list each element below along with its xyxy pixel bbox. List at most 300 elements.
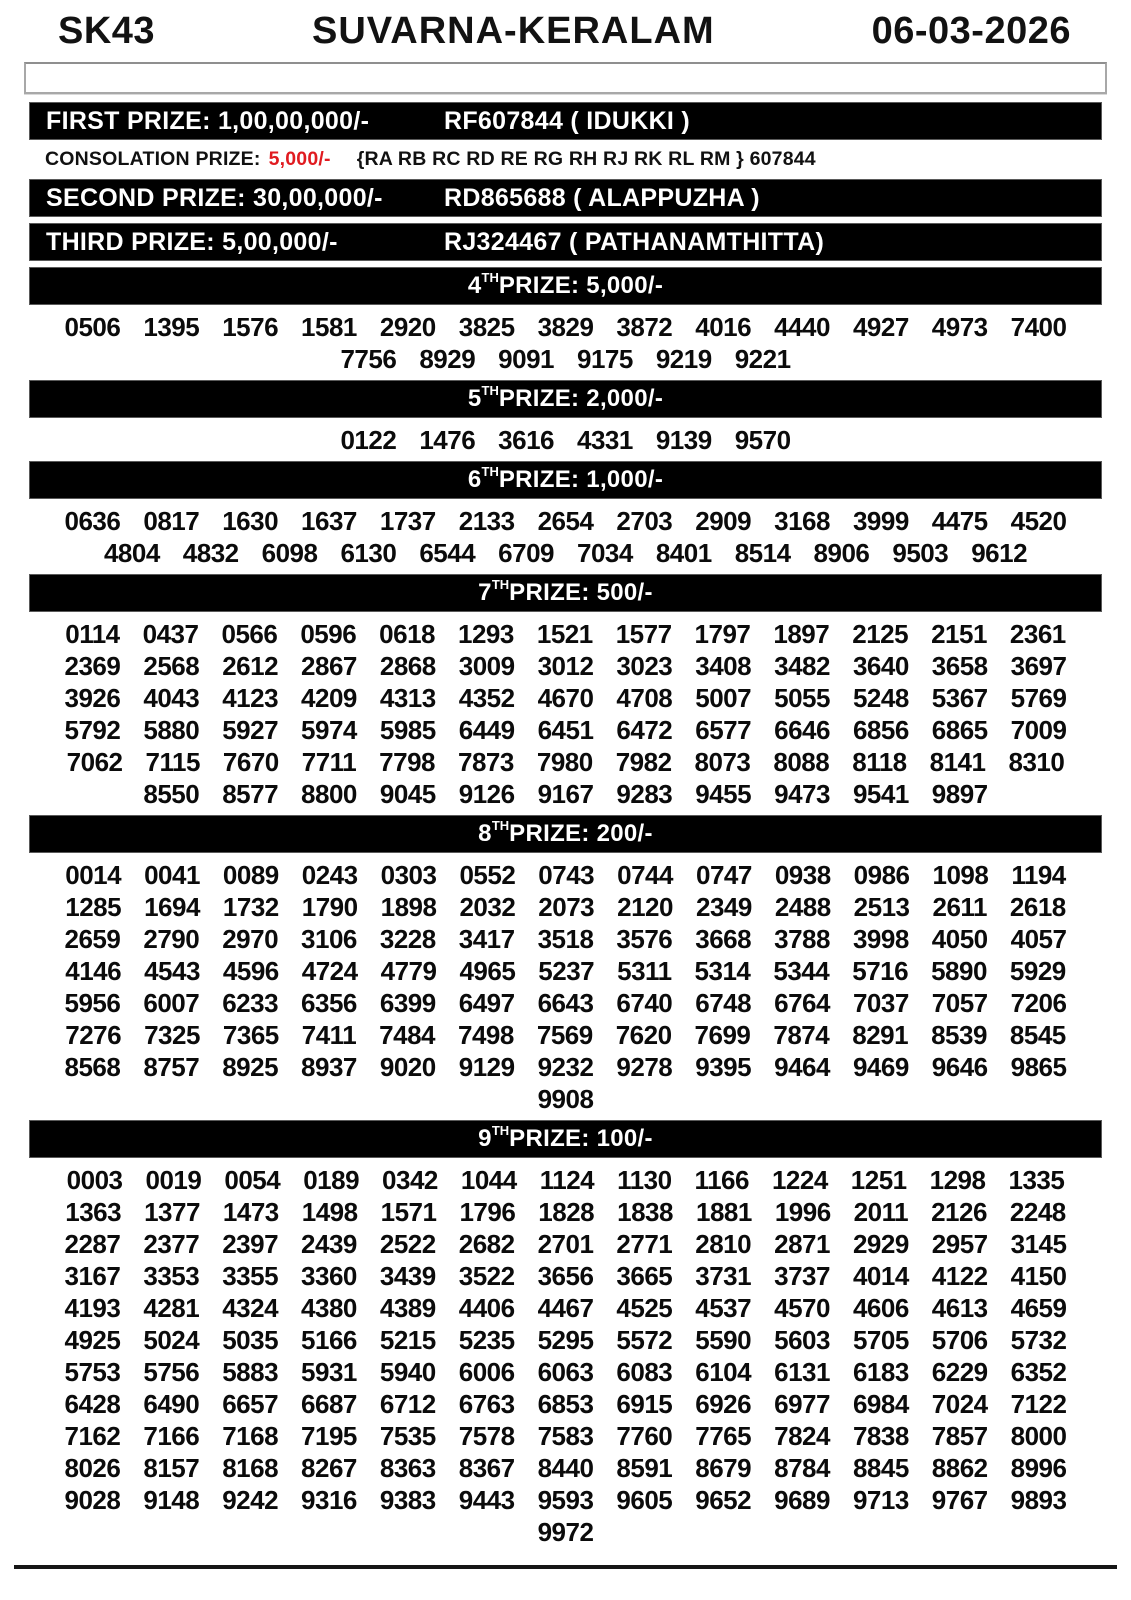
prize-number: 0743 [538, 860, 595, 890]
7th-prize-ordinal: 7 [478, 579, 492, 606]
prize-number: 7535 [379, 1421, 436, 1451]
prize-number: 4804 [103, 538, 160, 568]
prize-number: 5572 [616, 1325, 673, 1355]
prize-number: 2073 [538, 892, 595, 922]
prize-number: 7034 [577, 538, 633, 568]
prize-number: 8800 [301, 779, 357, 809]
prize-number: 4352 [458, 683, 515, 713]
prize-number: 6853 [537, 1389, 594, 1419]
prize-number: 7578 [458, 1421, 515, 1451]
prize-number: 7857 [931, 1421, 988, 1451]
prize-number: 7583 [537, 1421, 594, 1451]
prize-number: 4724 [301, 956, 358, 986]
prize-number: 8363 [379, 1453, 436, 1483]
prize-number: 2618 [1009, 892, 1066, 922]
prize-number: 7699 [694, 1020, 751, 1050]
prize-number: 6428 [64, 1389, 121, 1419]
prize-number: 5956 [64, 988, 121, 1018]
prize-number: 9221 [734, 344, 791, 374]
4th-prize-header [29, 267, 1102, 305]
9th-prize-ordinal: 9 [478, 1125, 492, 1152]
prize-number: 2126 [931, 1197, 987, 1227]
prize-number: 5974 [301, 715, 357, 745]
prize-number: 8545 [1009, 1020, 1066, 1050]
prize-number: 6657 [222, 1389, 279, 1419]
prize-number: 5248 [852, 683, 909, 713]
prize-number: 9652 [695, 1485, 752, 1515]
prize-number: 3408 [695, 651, 752, 681]
prize-number: 5705 [852, 1325, 909, 1355]
prize-number: 6063 [537, 1357, 594, 1387]
prize-number: 1251 [850, 1165, 907, 1195]
prize-number: 2125 [852, 619, 909, 649]
prize-number: 2439 [301, 1229, 357, 1259]
prize-number: 4331 [577, 425, 633, 455]
prize-number: 8401 [655, 538, 712, 568]
prize-number: 9278 [616, 1052, 673, 1082]
prize-number-row [0, 1452, 1131, 1484]
prize-number: 9395 [695, 1052, 752, 1082]
prize-number: 9283 [616, 779, 673, 809]
prize-number: 3106 [301, 924, 357, 954]
prize-number: 8367 [458, 1453, 515, 1483]
prize-number: 1897 [773, 619, 830, 649]
prize-number: 2397 [222, 1229, 279, 1259]
prize-number: 6229 [931, 1357, 988, 1387]
prize-number: 0986 [853, 860, 910, 890]
prize-number: 7115 [145, 747, 200, 777]
prize-number: 0938 [774, 860, 831, 890]
prize-number-row [0, 859, 1131, 891]
prize-number: 2513 [853, 892, 910, 922]
prize-number: 4209 [301, 683, 357, 713]
prize-number: 7365 [222, 1020, 279, 1050]
prize-number-row [0, 1516, 1131, 1548]
prize-number: 8679 [695, 1453, 752, 1483]
prize-number: 3012 [537, 651, 594, 681]
prize-number: 7824 [774, 1421, 830, 1451]
prize-number: 3009 [458, 651, 515, 681]
prize-number: 9713 [852, 1485, 909, 1515]
prize-number: 9893 [1010, 1485, 1067, 1515]
prize-number: 5753 [64, 1357, 121, 1387]
prize-number: 6233 [222, 988, 279, 1018]
prize-number: 9612 [971, 538, 1028, 568]
prize-number: 7982 [615, 747, 672, 777]
section-5th-prize [0, 380, 1131, 461]
prize-number: 5314 [694, 956, 751, 986]
prize-number: 9129 [458, 1052, 515, 1082]
prize-number-row [0, 1388, 1131, 1420]
prize-number: 9865 [1010, 1052, 1067, 1082]
prize-number: 5215 [379, 1325, 436, 1355]
5th-prize-numbers [0, 421, 1131, 461]
prize-number: 9541 [852, 779, 909, 809]
prize-number: 3697 [1010, 651, 1067, 681]
prize-number: 4467 [537, 1293, 594, 1323]
prize-number: 3616 [498, 425, 554, 455]
prize-number: 9469 [852, 1052, 909, 1082]
prize-number-row [0, 1292, 1131, 1324]
prize-number-row [0, 778, 1131, 810]
prize-number-row [0, 714, 1131, 746]
8th-prize-numbers [0, 856, 1131, 1120]
4th-prize-title: PRIZE: 5,000/- [498, 272, 664, 299]
prize-number: 3825 [458, 312, 515, 342]
prize-number: 8845 [852, 1453, 909, 1483]
prize-number: 6131 [774, 1357, 830, 1387]
prize-number: 9316 [301, 1485, 357, 1515]
4th-prize-numbers [0, 308, 1131, 380]
prize-number: 0122 [340, 425, 397, 455]
prize-number: 1996 [774, 1197, 831, 1227]
prize-number: 3023 [616, 651, 673, 681]
third-prize-winner: RJ324467 ( PATHANAMTHITTA) [444, 227, 825, 256]
prize-number: 1098 [932, 860, 989, 890]
prize-number: 1838 [617, 1197, 673, 1227]
prize-number: 2871 [774, 1229, 830, 1259]
prize-number: 6926 [695, 1389, 752, 1419]
prize-number: 9219 [655, 344, 712, 374]
6th-prize-ordinal: 6 [467, 466, 482, 493]
prize-number: 6130 [340, 538, 397, 568]
prize-number: 4659 [1010, 1293, 1067, 1323]
5th-prize-title: PRIZE: 2,000/- [498, 385, 664, 412]
prize-number: 5756 [143, 1357, 200, 1387]
4th-prize-ordinal-suffix: TH [481, 269, 499, 285]
prize-number: 0303 [380, 860, 437, 890]
prize-number: 9028 [64, 1485, 121, 1515]
prize-number: 0054 [224, 1165, 281, 1195]
8th-prize-ordinal-suffix: TH [491, 817, 510, 833]
prize-number: 3360 [301, 1261, 357, 1291]
prize-number: 1898 [380, 892, 437, 922]
prize-number: 4570 [774, 1293, 830, 1323]
prize-number-row [0, 1228, 1131, 1260]
prize-number: 7166 [143, 1421, 200, 1451]
prize-number: 2612 [222, 651, 279, 681]
prize-number: 4122 [931, 1261, 988, 1291]
prize-number: 8141 [929, 747, 986, 777]
prize-number: 3829 [537, 312, 594, 342]
prize-number: 7670 [222, 747, 279, 777]
prize-number: 4440 [774, 312, 830, 342]
prize-number: 9908 [537, 1084, 594, 1114]
prize-number: 8118 [852, 747, 907, 777]
6th-prize-title: PRIZE: 1,000/- [498, 466, 664, 493]
prize-number: 1828 [538, 1197, 595, 1227]
prize-number: 3168 [774, 506, 830, 536]
prize-number: 3353 [143, 1261, 200, 1291]
9th-prize-header [29, 1120, 1102, 1158]
prize-number: 0019 [145, 1165, 202, 1195]
5th-prize-header [29, 380, 1102, 418]
prize-number: 1363 [65, 1197, 122, 1227]
prize-number: 4150 [1010, 1261, 1067, 1291]
prize-number: 9455 [695, 779, 752, 809]
prize-number: 5344 [773, 956, 830, 986]
prize-number: 7569 [536, 1020, 593, 1050]
prize-number: 0114 [65, 619, 120, 649]
prize-number: 0189 [303, 1165, 360, 1195]
prize-number: 8000 [1010, 1421, 1067, 1451]
prize-number: 5929 [1009, 956, 1066, 986]
prize-number: 3145 [1010, 1229, 1067, 1259]
prize-number: 9503 [892, 538, 949, 568]
prize-number: 7057 [931, 988, 988, 1018]
prize-number: 6856 [852, 715, 909, 745]
prize-number: 6083 [616, 1357, 673, 1387]
third-prize-bar [29, 223, 1102, 261]
prize-number: 1194 [1011, 860, 1066, 890]
prize-number: 2868 [379, 651, 436, 681]
prize-number: 7711 [301, 747, 357, 777]
prize-number-row [0, 1420, 1131, 1452]
prize-number: 8310 [1008, 747, 1065, 777]
second-prize-winner: RD865688 ( ALAPPUZHA ) [444, 183, 760, 212]
prize-number: 1521 [536, 619, 593, 649]
prize-number: 0596 [300, 619, 357, 649]
prize-number: 4670 [537, 683, 594, 713]
prize-number: 9020 [379, 1052, 436, 1082]
prize-number: 6490 [143, 1389, 200, 1419]
prize-number: 4475 [931, 506, 988, 536]
prize-number: 8757 [143, 1052, 200, 1082]
prize-number: 2909 [695, 506, 752, 536]
prize-number: 3167 [64, 1261, 121, 1291]
first-prize-bar [29, 102, 1102, 140]
prize-number: 3518 [537, 924, 594, 954]
prize-number: 1576 [222, 312, 279, 342]
7th-prize-header [29, 574, 1102, 612]
prize-number: 3640 [852, 651, 909, 681]
prize-number: 0552 [459, 860, 516, 890]
prize-number: 7873 [458, 747, 514, 777]
prize-number: 6646 [774, 715, 830, 745]
prize-number-row [0, 1260, 1131, 1292]
prize-number: 6098 [261, 538, 318, 568]
prize-number: 2349 [695, 892, 752, 922]
prize-number: 8591 [616, 1453, 673, 1483]
prize-number: 4014 [852, 1261, 909, 1291]
prize-number: 7162 [64, 1421, 121, 1451]
prize-number: 1377 [144, 1197, 200, 1227]
prize-number: 3355 [222, 1261, 279, 1291]
prize-number: 3228 [379, 924, 436, 954]
prize-number: 3576 [616, 924, 673, 954]
prize-number: 3417 [458, 924, 515, 954]
prize-number: 5716 [852, 956, 909, 986]
prize-number: 4927 [852, 312, 909, 342]
prize-number: 4965 [459, 956, 516, 986]
blank-input-box[interactable] [24, 62, 1107, 94]
prize-number: 5706 [931, 1325, 988, 1355]
prize-number: 7980 [536, 747, 593, 777]
prize-number: 0014 [65, 860, 122, 890]
prize-number: 9972 [537, 1517, 594, 1547]
prize-number: 4525 [616, 1293, 673, 1323]
prize-number: 0243 [301, 860, 358, 890]
prize-number: 5024 [143, 1325, 200, 1355]
prize-number-row [0, 1083, 1131, 1115]
prize-number: 2522 [379, 1229, 436, 1259]
prize-number: 4779 [380, 956, 437, 986]
prize-number: 8929 [419, 344, 476, 374]
prize-number: 4596 [222, 956, 279, 986]
prize-number: 6915 [616, 1389, 673, 1419]
prize-number: 2771 [616, 1229, 673, 1259]
prize-number: 7484 [379, 1020, 436, 1050]
prize-number: 2810 [695, 1229, 752, 1259]
prize-number: 4193 [64, 1293, 121, 1323]
prize-number: 7037 [852, 988, 909, 1018]
9th-prize-numbers [0, 1161, 1131, 1553]
prize-number: 7062 [66, 747, 123, 777]
prize-number: 7009 [1010, 715, 1067, 745]
prize-number: 7756 [340, 344, 397, 374]
prize-number: 1797 [694, 619, 751, 649]
prize-number: 6352 [1010, 1357, 1067, 1387]
consolation-series: {RA RB RC RD RE RG RH RJ RK RL RM } 607844 [356, 148, 816, 170]
prize-number: 9126 [458, 779, 515, 809]
consolation-amount: 5,000/- [268, 148, 331, 170]
prize-number: 7498 [458, 1020, 514, 1050]
section-4th-prize [0, 267, 1131, 380]
prize-number: 7838 [852, 1421, 909, 1451]
prize-number: 4613 [931, 1293, 988, 1323]
7th-prize-ordinal-suffix: TH [491, 576, 510, 592]
prize-number-row [0, 537, 1131, 569]
prize-number: 3668 [695, 924, 752, 954]
second-prize-bar [29, 179, 1102, 217]
prize-number: 9473 [774, 779, 830, 809]
prize-number: 7620 [615, 1020, 672, 1050]
prize-number: 6472 [616, 715, 673, 745]
prize-number: 8577 [222, 779, 279, 809]
prize-number: 9242 [222, 1485, 279, 1515]
prize-number-row [0, 1356, 1131, 1388]
prize-number: 4606 [852, 1293, 909, 1323]
prize-number: 4146 [65, 956, 122, 986]
prize-number: 3522 [458, 1261, 515, 1291]
prize-number: 0003 [66, 1165, 123, 1195]
prize-number: 5883 [222, 1357, 279, 1387]
prize-number: 5890 [931, 956, 987, 986]
prize-number: 2377 [143, 1229, 200, 1259]
prize-number: 8026 [64, 1453, 121, 1483]
prize-number: 6764 [774, 988, 830, 1018]
prize-number: 6449 [458, 715, 515, 745]
prize-number: 1124 [539, 1165, 595, 1195]
prize-number: 4543 [144, 956, 200, 986]
prize-number: 5732 [1010, 1325, 1067, 1355]
prize-number: 6763 [458, 1389, 515, 1419]
consolation-label: CONSOLATION PRIZE: [45, 148, 261, 170]
prize-number: 6687 [301, 1389, 357, 1419]
prize-number: 0817 [143, 506, 200, 536]
prize-number: 9689 [774, 1485, 830, 1515]
prize-number: 2957 [931, 1229, 988, 1259]
prize-number: 1498 [301, 1197, 358, 1227]
prize-number: 3788 [774, 924, 830, 954]
prize-number: 9443 [458, 1485, 515, 1515]
prize-number: 7400 [1010, 312, 1067, 342]
prize-number: 5792 [64, 715, 121, 745]
prize-number: 3926 [64, 683, 121, 713]
prize-number-row [0, 891, 1131, 923]
draw-code: SK43 [58, 10, 156, 52]
prize-number: 4050 [931, 924, 988, 954]
prize-number: 2701 [537, 1229, 594, 1259]
prize-number: 1473 [222, 1197, 279, 1227]
prize-number: 2287 [64, 1229, 121, 1259]
prize-number: 1335 [1008, 1165, 1065, 1195]
prize-number: 6643 [537, 988, 594, 1018]
prize-number: 8784 [774, 1453, 830, 1483]
prize-number: 7874 [773, 1020, 830, 1050]
prize-number: 5927 [222, 715, 279, 745]
prize-number: 2654 [537, 506, 594, 536]
prize-number: 2151 [931, 619, 987, 649]
prize-number: 2659 [64, 924, 121, 954]
9th-prize-ordinal-suffix: TH [491, 1122, 510, 1138]
prize-number: 8088 [773, 747, 830, 777]
prize-number: 8073 [694, 747, 751, 777]
prize-number: 8550 [143, 779, 200, 809]
prize-number: 4832 [182, 538, 239, 568]
prize-number: 2867 [301, 651, 357, 681]
5th-prize-ordinal: 5 [467, 385, 482, 412]
prize-number: 4925 [64, 1325, 121, 1355]
prize-number: 1130 [617, 1165, 672, 1195]
prize-number: 6748 [695, 988, 752, 1018]
prize-number: 5985 [379, 715, 436, 745]
prize-number: 6977 [774, 1389, 830, 1419]
prize-number: 9045 [379, 779, 436, 809]
prize-number: 1293 [458, 619, 514, 649]
prize-number: 1796 [459, 1197, 516, 1227]
prize-number: 1571 [380, 1197, 437, 1227]
prize-number: 8440 [537, 1453, 594, 1483]
prize-number: 0342 [382, 1165, 438, 1195]
prize-number: 5237 [538, 956, 595, 986]
prize-number: 5769 [1010, 683, 1067, 713]
prize-number: 1790 [301, 892, 358, 922]
prize-number: 9570 [734, 425, 791, 455]
prize-number: 5367 [931, 683, 988, 713]
prize-number: 9232 [537, 1052, 594, 1082]
prize-number: 6865 [931, 715, 988, 745]
prize-number: 3482 [774, 651, 830, 681]
prize-number: 4973 [931, 312, 988, 342]
prize-number: 8267 [301, 1453, 357, 1483]
prize-number: 9167 [537, 779, 594, 809]
prize-number: 6544 [419, 538, 476, 568]
prize-number-row [0, 505, 1131, 537]
prize-number: 2568 [143, 651, 200, 681]
prize-number: 6709 [498, 538, 554, 568]
section-9th-prize [0, 1120, 1131, 1553]
prize-number: 8937 [301, 1052, 357, 1082]
prize-number: 5035 [222, 1325, 279, 1355]
prize-number: 6183 [852, 1357, 909, 1387]
prize-number: 2790 [143, 924, 200, 954]
prize-number: 3999 [852, 506, 909, 536]
prize-number-row [0, 682, 1131, 714]
6th-prize-numbers [0, 502, 1131, 574]
prize-number-row [0, 618, 1131, 650]
prize-number-row [0, 650, 1131, 682]
